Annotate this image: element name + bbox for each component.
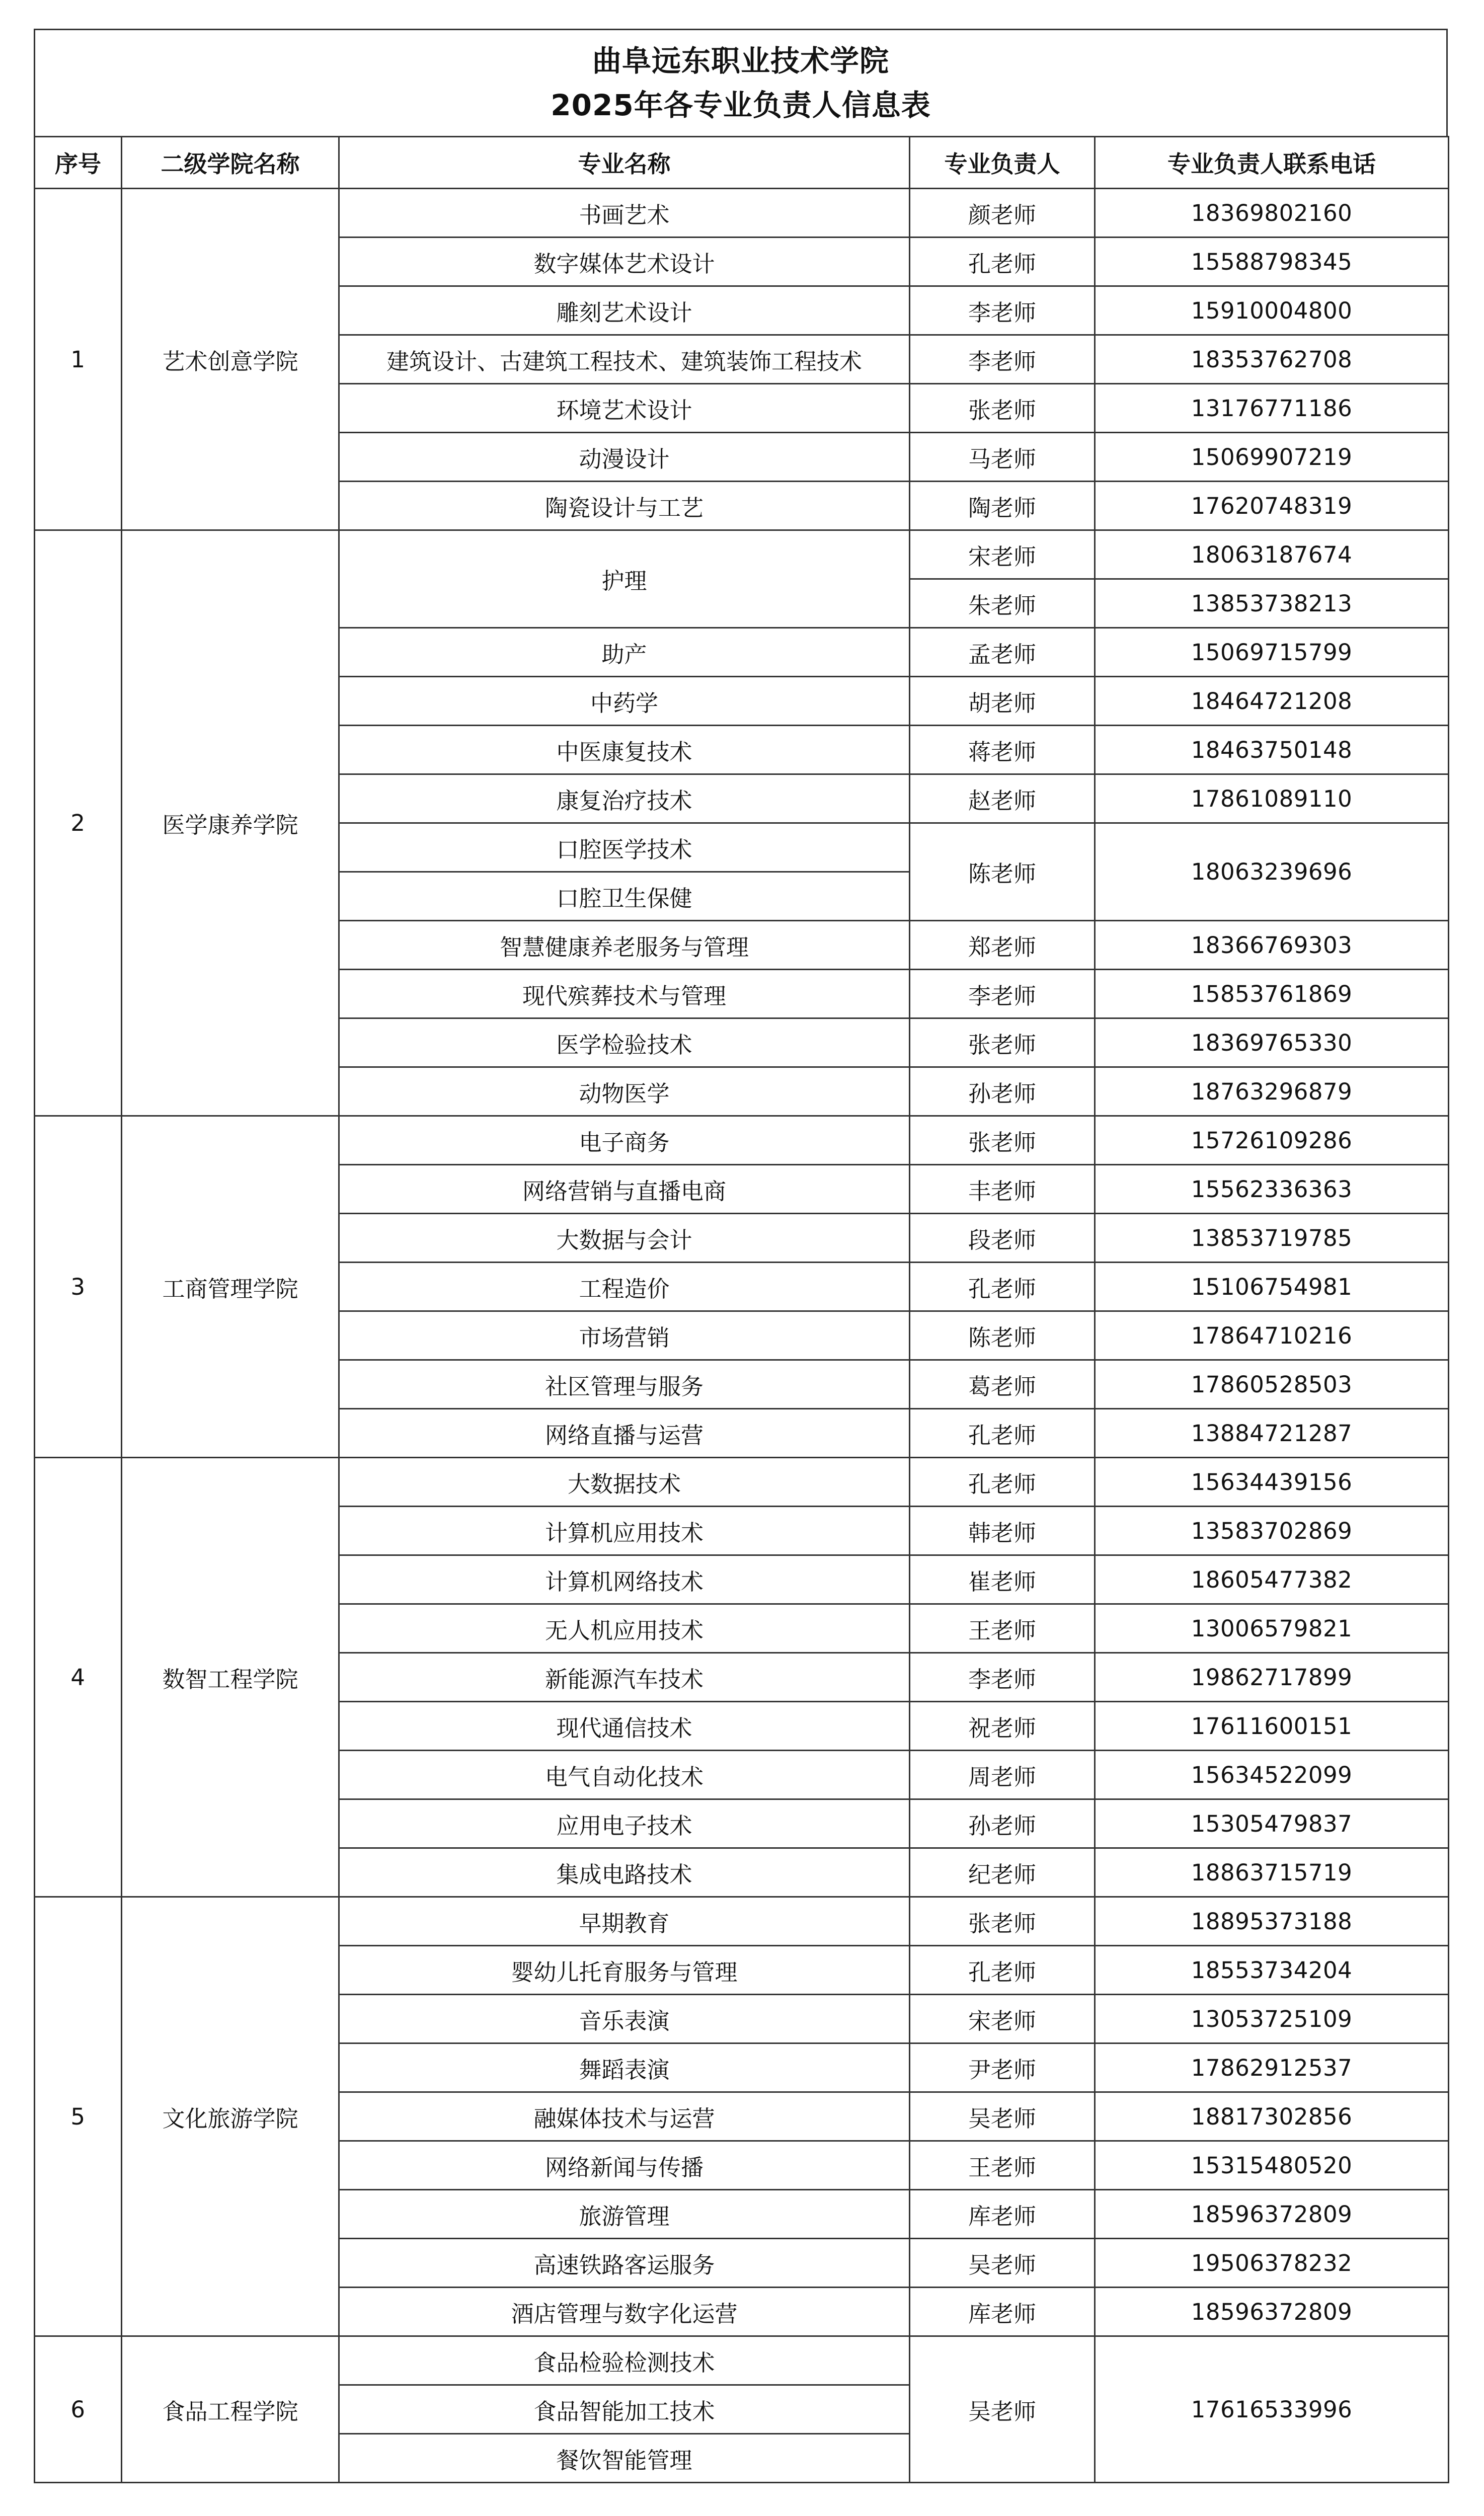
head-cell: 胡老师 <box>910 677 1095 726</box>
phone-cell: 15069907219 <box>1095 433 1449 482</box>
title-line-1: 曲阜远东职业技术学院 <box>592 44 889 78</box>
head-cell: 周老师 <box>910 1751 1095 1799</box>
header-phone: 专业负责人联系电话 <box>1095 137 1449 189</box>
major-cell: 电气自动化技术 <box>339 1751 910 1799</box>
table-row <box>35 530 1449 579</box>
major-cell: 现代通信技术 <box>339 1702 910 1751</box>
phone-cell: 18596372809 <box>1095 2190 1449 2239</box>
serial-cell: 1 <box>35 189 122 530</box>
head-cell: 李老师 <box>910 286 1095 335</box>
head-cell: 葛老师 <box>910 1360 1095 1409</box>
head-cell: 朱老师 <box>910 579 1095 628</box>
major-cell: 计算机应用技术 <box>339 1507 910 1555</box>
head-cell: 丰老师 <box>910 1165 1095 1214</box>
phone-cell: 17620748319 <box>1095 482 1449 530</box>
phone-cell: 18605477382 <box>1095 1555 1449 1604</box>
head-cell: 陈老师 <box>910 823 1095 921</box>
major-cell: 新能源汽车技术 <box>339 1653 910 1702</box>
head-cell: 韩老师 <box>910 1507 1095 1555</box>
phone-cell: 18763296879 <box>1095 1067 1449 1116</box>
phone-cell: 18369802160 <box>1095 189 1449 238</box>
info-table <box>34 136 1449 2483</box>
serial-cell: 4 <box>35 1458 122 1897</box>
phone-cell: 18063187674 <box>1095 530 1449 579</box>
phone-cell: 13853738213 <box>1095 579 1449 628</box>
head-cell: 孙老师 <box>910 1067 1095 1116</box>
table-body <box>35 189 1449 2483</box>
major-cell: 数字媒体艺术设计 <box>339 238 910 286</box>
major-cell: 早期教育 <box>339 1897 910 1946</box>
phone-cell: 17611600151 <box>1095 1702 1449 1751</box>
major-cell: 智慧健康养老服务与管理 <box>339 921 910 970</box>
head-cell: 郑老师 <box>910 921 1095 970</box>
college-name-cell: 艺术创意学院 <box>122 189 339 530</box>
head-cell: 吴老师 <box>910 2336 1095 2483</box>
head-cell: 段老师 <box>910 1214 1095 1263</box>
major-cell: 书画艺术 <box>339 189 910 238</box>
serial-cell: 2 <box>35 530 122 1116</box>
header-major: 专业名称 <box>339 137 910 189</box>
phone-cell: 17861089110 <box>1095 774 1449 823</box>
phone-cell: 15588798345 <box>1095 238 1449 286</box>
major-cell: 电子商务 <box>339 1116 910 1165</box>
major-cell: 医学检验技术 <box>339 1018 910 1067</box>
major-cell: 中医康复技术 <box>339 726 910 774</box>
major-cell: 舞蹈表演 <box>339 2043 910 2092</box>
major-cell: 市场营销 <box>339 1311 910 1360</box>
phone-cell: 15910004800 <box>1095 286 1449 335</box>
header-row <box>35 137 1449 189</box>
college-name-cell: 医学康养学院 <box>122 530 339 1116</box>
table-row <box>35 1116 1449 1165</box>
head-cell: 李老师 <box>910 970 1095 1018</box>
head-cell: 王老师 <box>910 2141 1095 2190</box>
head-cell: 张老师 <box>910 1018 1095 1067</box>
head-cell: 吴老师 <box>910 2239 1095 2288</box>
major-cell: 社区管理与服务 <box>339 1360 910 1409</box>
head-cell: 祝老师 <box>910 1702 1095 1751</box>
major-cell: 工程造价 <box>339 1263 910 1311</box>
major-cell: 应用电子技术 <box>339 1799 910 1848</box>
header-serial: 序号 <box>35 137 122 189</box>
phone-cell: 15562336363 <box>1095 1165 1449 1214</box>
major-cell: 口腔医学技术 <box>339 823 910 872</box>
phone-cell: 15634522099 <box>1095 1751 1449 1799</box>
phone-cell: 18366769303 <box>1095 921 1449 970</box>
college-name-cell: 文化旅游学院 <box>122 1897 339 2336</box>
phone-cell: 18463750148 <box>1095 726 1449 774</box>
head-cell: 李老师 <box>910 1653 1095 1702</box>
head-cell: 吴老师 <box>910 2092 1095 2141</box>
head-cell: 崔老师 <box>910 1555 1095 1604</box>
head-cell: 纪老师 <box>910 1848 1095 1897</box>
major-cell: 助产 <box>339 628 910 677</box>
major-cell: 康复治疗技术 <box>339 774 910 823</box>
major-cell: 网络新闻与传播 <box>339 2141 910 2190</box>
head-cell: 尹老师 <box>910 2043 1095 2092</box>
head-cell: 宋老师 <box>910 530 1095 579</box>
head-cell: 蒋老师 <box>910 726 1095 774</box>
phone-cell: 17860528503 <box>1095 1360 1449 1409</box>
head-cell: 李老师 <box>910 335 1095 384</box>
phone-cell: 19862717899 <box>1095 1653 1449 1702</box>
phone-cell: 18464721208 <box>1095 677 1449 726</box>
major-cell: 无人机应用技术 <box>339 1604 910 1653</box>
college-name-cell: 食品工程学院 <box>122 2336 339 2483</box>
table-row <box>35 1897 1449 1946</box>
phone-cell: 19506378232 <box>1095 2239 1449 2288</box>
phone-cell: 18063239696 <box>1095 823 1449 921</box>
major-cell: 陶瓷设计与工艺 <box>339 482 910 530</box>
major-cell: 音乐表演 <box>339 1995 910 2043</box>
header-college: 二级学院名称 <box>122 137 339 189</box>
phone-cell: 13176771186 <box>1095 384 1449 433</box>
major-cell: 大数据技术 <box>339 1458 910 1507</box>
phone-cell: 13053725109 <box>1095 1995 1449 2043</box>
major-cell: 网络营销与直播电商 <box>339 1165 910 1214</box>
serial-cell: 6 <box>35 2336 122 2483</box>
head-cell: 王老师 <box>910 1604 1095 1653</box>
major-cell: 网络直播与运营 <box>339 1409 910 1458</box>
phone-cell: 15853761869 <box>1095 970 1449 1018</box>
head-cell: 陶老师 <box>910 482 1095 530</box>
phone-cell: 17616533996 <box>1095 2336 1449 2483</box>
major-cell: 酒店管理与数字化运营 <box>339 2288 910 2336</box>
head-cell: 颜老师 <box>910 189 1095 238</box>
major-cell: 动漫设计 <box>339 433 910 482</box>
phone-cell: 18596372809 <box>1095 2288 1449 2336</box>
college-name-cell: 数智工程学院 <box>122 1458 339 1897</box>
major-cell: 高速铁路客运服务 <box>339 2239 910 2288</box>
college-name-cell: 工商管理学院 <box>122 1116 339 1458</box>
major-cell: 餐饮智能管理 <box>339 2434 910 2483</box>
head-cell: 张老师 <box>910 384 1095 433</box>
title-line-2: 2025年各专业负责人信息表 <box>551 88 931 122</box>
head-cell: 孔老师 <box>910 1409 1095 1458</box>
phone-cell: 15305479837 <box>1095 1799 1449 1848</box>
major-cell: 计算机网络技术 <box>339 1555 910 1604</box>
phone-cell: 13884721287 <box>1095 1409 1449 1458</box>
major-cell: 雕刻艺术设计 <box>339 286 910 335</box>
head-cell: 孔老师 <box>910 238 1095 286</box>
head-cell: 张老师 <box>910 1897 1095 1946</box>
major-cell: 护理 <box>339 530 910 628</box>
head-cell: 马老师 <box>910 433 1095 482</box>
phone-cell: 13853719785 <box>1095 1214 1449 1263</box>
title-box <box>34 29 1448 137</box>
phone-cell: 18895373188 <box>1095 1897 1449 1946</box>
head-cell: 张老师 <box>910 1116 1095 1165</box>
head-cell: 陈老师 <box>910 1311 1095 1360</box>
major-cell: 旅游管理 <box>339 2190 910 2239</box>
phone-cell: 13583702869 <box>1095 1507 1449 1555</box>
head-cell: 孔老师 <box>910 1458 1095 1507</box>
phone-cell: 18817302856 <box>1095 2092 1449 2141</box>
table-row <box>35 1458 1449 1507</box>
phone-cell: 18553734204 <box>1095 1946 1449 1995</box>
major-cell: 大数据与会计 <box>339 1214 910 1263</box>
major-cell: 食品智能加工技术 <box>339 2385 910 2434</box>
major-cell: 现代殡葬技术与管理 <box>339 970 910 1018</box>
phone-cell: 13006579821 <box>1095 1604 1449 1653</box>
phone-cell: 15726109286 <box>1095 1116 1449 1165</box>
document-sheet <box>34 29 1451 2486</box>
major-cell: 环境艺术设计 <box>339 384 910 433</box>
table-row <box>35 189 1449 238</box>
major-cell: 食品检验检测技术 <box>339 2336 910 2385</box>
serial-cell: 3 <box>35 1116 122 1458</box>
phone-cell: 15634439156 <box>1095 1458 1449 1507</box>
phone-cell: 15315480520 <box>1095 2141 1449 2190</box>
major-cell: 融媒体技术与运营 <box>339 2092 910 2141</box>
phone-cell: 15069715799 <box>1095 628 1449 677</box>
table-row <box>35 2336 1449 2385</box>
phone-cell: 18353762708 <box>1095 335 1449 384</box>
head-cell: 赵老师 <box>910 774 1095 823</box>
major-cell: 中药学 <box>339 677 910 726</box>
major-cell: 婴幼儿托育服务与管理 <box>339 1946 910 1995</box>
header-head: 专业负责人 <box>910 137 1095 189</box>
serial-cell: 5 <box>35 1897 122 2336</box>
major-cell: 动物医学 <box>339 1067 910 1116</box>
major-cell: 集成电路技术 <box>339 1848 910 1897</box>
head-cell: 孔老师 <box>910 1946 1095 1995</box>
phone-cell: 15106754981 <box>1095 1263 1449 1311</box>
major-cell: 口腔卫生保健 <box>339 872 910 921</box>
phone-cell: 17864710216 <box>1095 1311 1449 1360</box>
phone-cell: 17862912537 <box>1095 2043 1449 2092</box>
head-cell: 库老师 <box>910 2190 1095 2239</box>
phone-cell: 18863715719 <box>1095 1848 1449 1897</box>
head-cell: 孔老师 <box>910 1263 1095 1311</box>
major-cell: 建筑设计、古建筑工程技术、建筑装饰工程技术 <box>339 335 910 384</box>
head-cell: 孙老师 <box>910 1799 1095 1848</box>
head-cell: 宋老师 <box>910 1995 1095 2043</box>
head-cell: 库老师 <box>910 2288 1095 2336</box>
head-cell: 孟老师 <box>910 628 1095 677</box>
phone-cell: 18369765330 <box>1095 1018 1449 1067</box>
